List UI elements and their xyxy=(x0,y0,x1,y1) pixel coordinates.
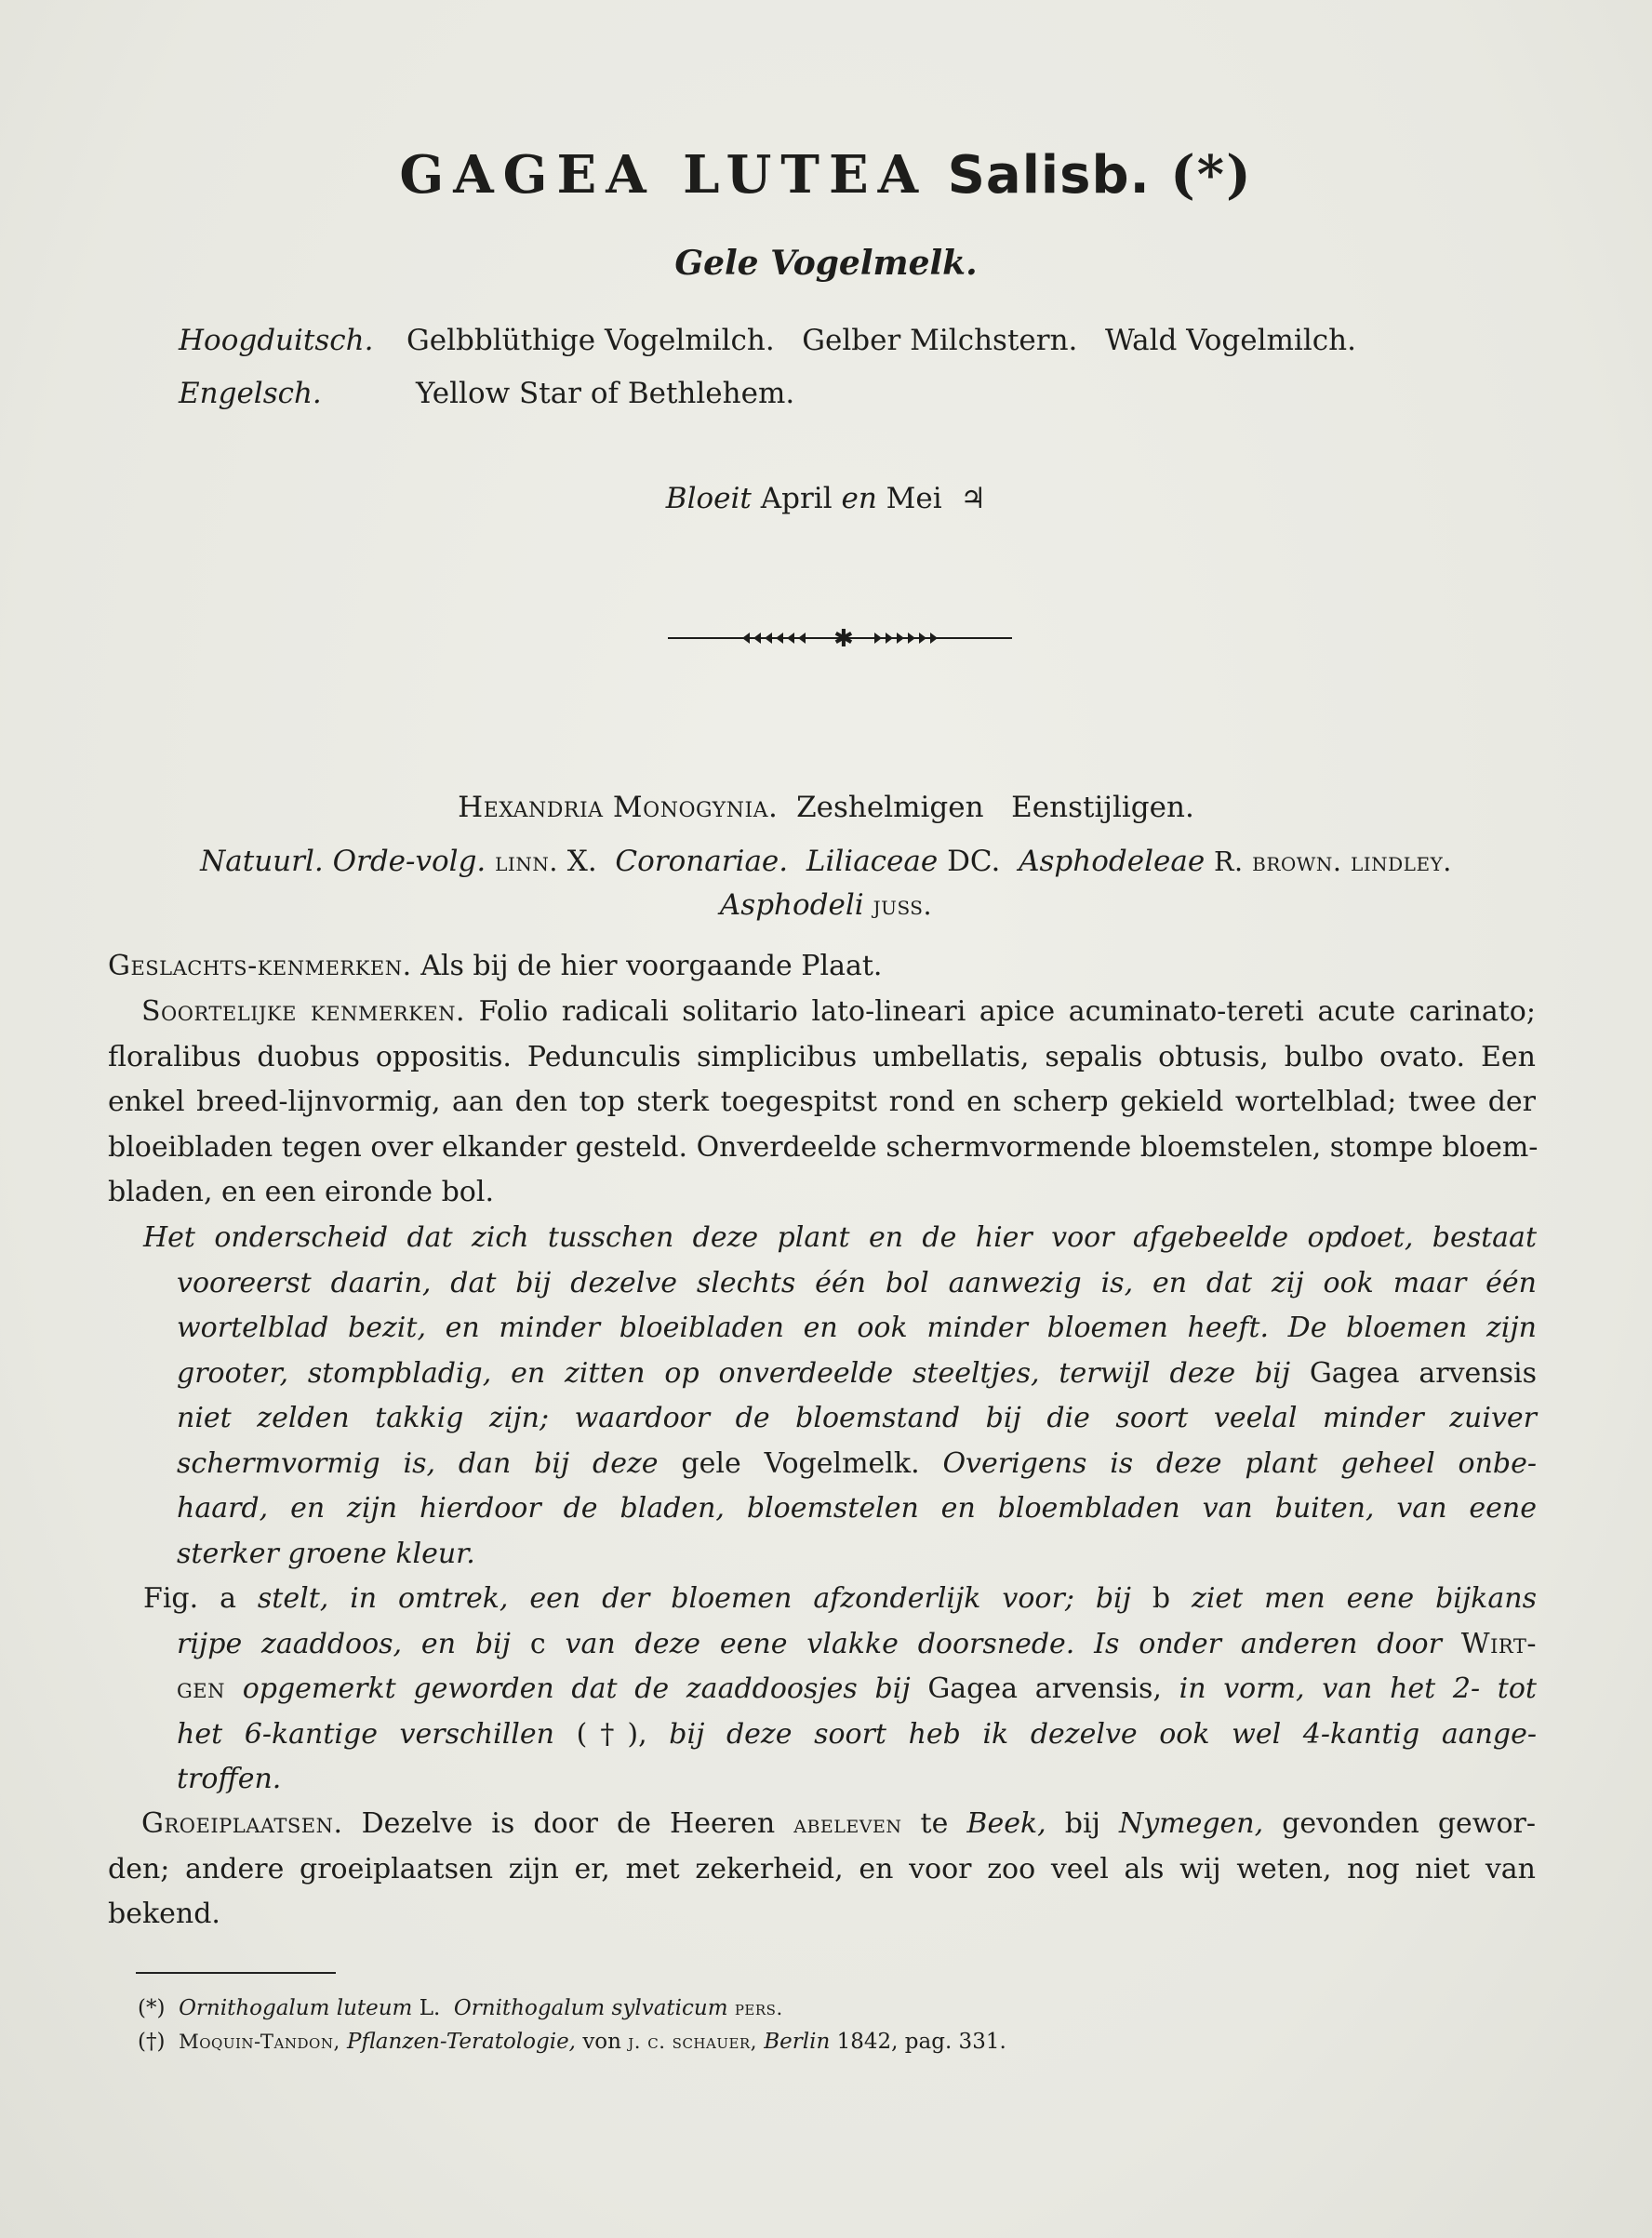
groei-place: Nymegen, xyxy=(1118,1807,1264,1840)
title-footnote-mark: (*) xyxy=(1170,144,1253,206)
soortelijke-line: bladen, en een eironde bol. xyxy=(108,1176,494,1208)
perennial-symbol: ♃ xyxy=(960,482,987,515)
title-author: Salisb. xyxy=(947,145,1151,206)
fig-text: opgemerkt geworden dat de zaaddoosjes bij xyxy=(242,1672,911,1705)
footnote-text: Ornithogalum sylvaticum xyxy=(453,1996,728,2020)
class-dutch: Zeshelmigen Eenstijligen. xyxy=(796,791,1194,824)
classification-line-3 xyxy=(0,888,1652,922)
soortelijke-label: Soortelijke kenmerken. xyxy=(141,995,466,1028)
fig-text: stelt, in omtrek, een der bloemen afzonderlijk voor; bij xyxy=(257,1582,1131,1615)
footnote-1 xyxy=(138,1996,783,2020)
onderscheid-line: wortelblad bezit, en minder bloeibladen en ook minder bloemen heeft. De bloemen zijn xyxy=(177,1312,1537,1344)
classification-line-2 xyxy=(0,845,1652,878)
onderscheid-line: sterker groene kleur. xyxy=(177,1537,475,1570)
fig-name: gen xyxy=(177,1672,225,1705)
page-subtitle: Gele Vogelmelk. xyxy=(674,244,978,283)
groei-text: bij xyxy=(1064,1807,1100,1840)
fig-label: Fig. xyxy=(143,1582,199,1615)
title-genus: GAGEA LUTEA xyxy=(399,144,928,206)
onderscheid-line: niet zelden takkig zijn; waardoor de bloemstand bij die soort veelal minder zuiver xyxy=(177,1402,1537,1434)
footnote-ref: (†), xyxy=(576,1717,647,1751)
groei-place: Beek, xyxy=(966,1807,1046,1840)
onderscheid-line: grooter, stompbladig, en zitten op onverdeelde steeltjes, terwijl deze bij xyxy=(177,1356,1290,1390)
species-name-roman: gele Vogelmelk. xyxy=(681,1446,920,1480)
class-number: X. xyxy=(566,845,597,878)
footnote-mark: (*) xyxy=(138,1996,166,2020)
groeiplaatsen-label: Groeiplaatsen. xyxy=(141,1807,343,1840)
fig-text: in vorm, van het 2- tot xyxy=(1179,1672,1537,1705)
bloeit-month2: Mei xyxy=(886,482,942,515)
footnote-text: pers. xyxy=(734,1996,783,2019)
class-coronariae: Coronariae. xyxy=(615,845,789,878)
fig-letter: c xyxy=(529,1627,546,1660)
fig-text: troffen. xyxy=(177,1763,282,1795)
class-asphodeleae: Asphodeleae xyxy=(1019,845,1206,878)
class-dc: DC. xyxy=(947,845,1001,878)
footnote-text: Ornithogalum luteum xyxy=(179,1996,413,2020)
name-value: Gelbblüthige Vogelmilch. Gelber Milchstern. Wald Vogelmilch. xyxy=(406,324,1356,357)
page-title xyxy=(0,144,1652,206)
groei-text: te xyxy=(920,1807,949,1840)
groei-text: bekend. xyxy=(108,1898,220,1930)
classification-line-1 xyxy=(0,791,1652,824)
species-name-roman: Gagea arvensis, xyxy=(927,1672,1162,1705)
fig-letter: b xyxy=(1152,1582,1171,1615)
footnote-text: Moquin-Tandon, xyxy=(179,2030,340,2053)
ornament-divider xyxy=(668,621,1012,655)
footnote-text: L. xyxy=(419,1996,441,2020)
groei-text: Dezelve is door de Heeren xyxy=(361,1807,776,1840)
class-linn: linn. xyxy=(495,846,558,877)
onderscheid-paragraph xyxy=(143,1216,1537,1577)
onderscheid-line-tail: Overigens is deze plant geheel onbe- xyxy=(942,1446,1537,1480)
groei-text: den; andere groeiplaatsen zijn er, met zekerheid, en voor zoo veel als wij weten, nog niet van xyxy=(108,1852,1536,1885)
name-label: Hoogduitsch. xyxy=(179,324,374,357)
class-brown-lindley: R. brown. lindley. xyxy=(1214,846,1452,877)
name-row-english xyxy=(179,377,1356,430)
fig-text: rijpe zaaddoos, en bij xyxy=(177,1627,511,1660)
fig-text: bij deze soort heb ik dezelve ook wel 4-kantig aange- xyxy=(669,1717,1538,1751)
soortelijke-kenmerken xyxy=(108,990,1539,1216)
bloeit-word: Bloeit xyxy=(665,482,752,515)
footnote-2 xyxy=(138,2030,1006,2054)
onderscheid-line: Het onderscheid dat zich tusschen deze plant en de hier voor afgebeelde opdoet, bestaat xyxy=(143,1221,1537,1254)
fig-text: van deze eene vlakke doorsnede. Is onder anderen door xyxy=(565,1627,1442,1660)
footnote-rule xyxy=(136,1972,336,1974)
class-liliaceae: Liliaceae xyxy=(806,845,939,878)
bloeit-en: en xyxy=(841,482,877,515)
class-system: Hexandria Monogynia. xyxy=(458,791,779,824)
species-name-roman: Gagea arvensis xyxy=(1309,1356,1537,1390)
geslachts-label: Geslachts-kenmerken. xyxy=(108,950,412,982)
soortelijke-line: Folio radicali solitario lato-lineari apice acuminato-tereti acute carinato; xyxy=(478,995,1536,1028)
class-order-label: Natuurl. Orde-volg. xyxy=(200,845,486,878)
footnote-text: 1842, pag. 331. xyxy=(836,2030,1006,2054)
footnote-mark: (†) xyxy=(138,2030,166,2054)
onderscheid-line: vooreerst daarin, dat bij dezelve slechts één bol aanwezig is, en dat zij ook maar één xyxy=(177,1266,1537,1299)
groei-name: abeleven xyxy=(793,1808,902,1839)
footnote-text: von xyxy=(582,2030,621,2054)
svg-text:✱: ✱ xyxy=(833,625,854,653)
soortelijke-line: floralibus duobus oppositis. Pedunculis simplicibus umbellatis, sepalis obtusis, bulbo ovato. Een xyxy=(108,1040,1536,1073)
class-asphodeli: Asphodeli xyxy=(719,888,864,922)
footnote-text: Berlin xyxy=(764,2030,831,2054)
geslachts-text: Als bij de hier voorgaande Plaat. xyxy=(420,950,883,982)
name-value: Yellow Star of Bethlehem. xyxy=(416,377,795,410)
fig-text: het 6-kantige verschillen xyxy=(177,1717,554,1751)
name-row-german xyxy=(179,324,1356,377)
name-label: Engelsch. xyxy=(179,377,322,410)
fig-text: ziet men eene bijkans xyxy=(1192,1582,1537,1615)
groei-text: gevonden gewor- xyxy=(1282,1807,1537,1840)
geslachts-kenmerken xyxy=(108,944,1536,990)
common-names xyxy=(179,324,1356,430)
flowering-line xyxy=(0,482,1652,515)
footnote-text: j. c. schauer, xyxy=(628,2030,757,2053)
soortelijke-line: enkel breed-lijnvormig, aan den top sterk toegespitst rond en scherp gekield wortelblad; twee der xyxy=(108,1086,1536,1118)
footnote-text: Pflanzen-Teratologie, xyxy=(346,2030,576,2054)
fig-letter: a xyxy=(220,1582,236,1615)
onderscheid-line: schermvormig is, dan bij deze xyxy=(177,1446,659,1480)
bloeit-month1: April xyxy=(760,482,833,515)
fig-name: Wirt- xyxy=(1460,1627,1537,1660)
figure-paragraph xyxy=(143,1577,1538,1803)
class-juss: juss. xyxy=(873,890,933,921)
groeiplaatsen-paragraph xyxy=(108,1802,1536,1938)
soortelijke-line: bloeibladen tegen over elkander gesteld. Onverdeelde schermvormende bloemstelen, stompe bloem- xyxy=(108,1130,1539,1164)
onderscheid-line: haard, en zijn hierdoor de bladen, bloemstelen en bloembladen van buiten, van eene xyxy=(177,1492,1537,1525)
